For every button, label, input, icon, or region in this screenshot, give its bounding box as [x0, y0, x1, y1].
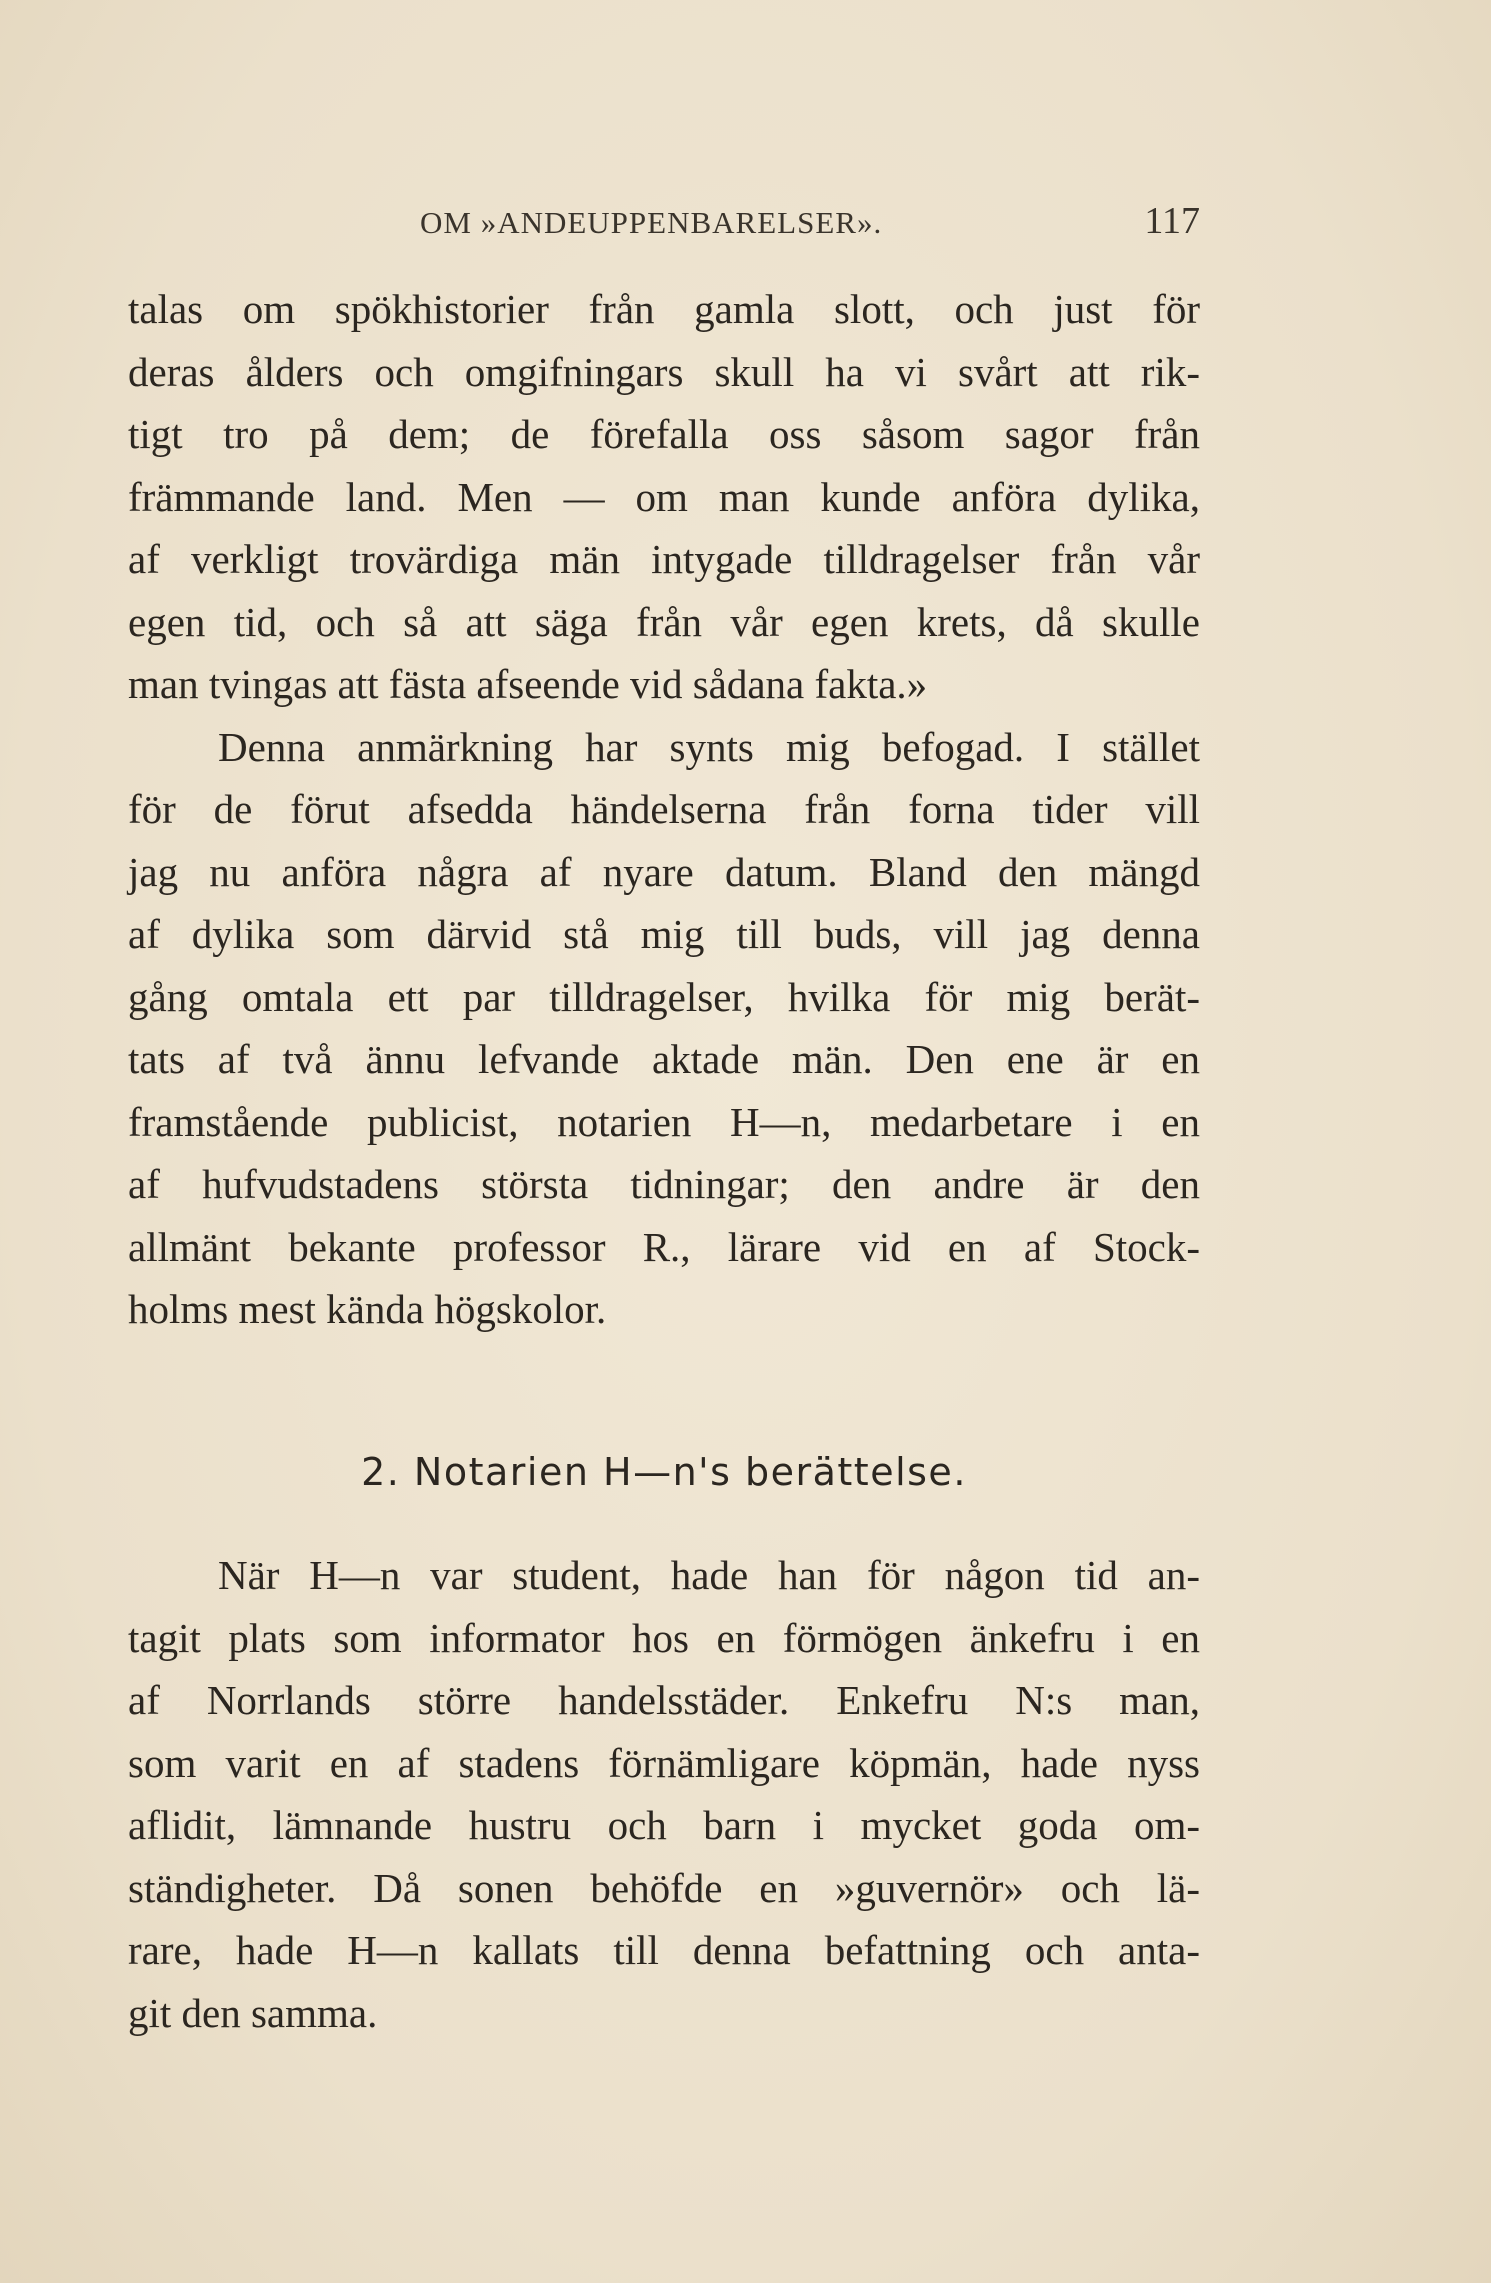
text-line: allmänt bekante professor R., lärare vid en af Stock-: [128, 1223, 1200, 1270]
text-line: tigt tro på dem; de förefalla oss såsom sagor från: [128, 411, 1200, 457]
text-line: Denna anmärkning har synts mig befogad. I stället: [218, 723, 1200, 770]
page-number: 117: [1144, 200, 1200, 242]
section-heading: 2. Notarien H—n's berättelse.: [361, 1450, 967, 1494]
text-line: ständigheter. Då sonen behöfde en »guvernör» och lä-: [128, 1864, 1200, 1911]
text-line: rare, hade H—n kallats till denna befattning och anta-: [128, 1927, 1200, 1973]
text-line: holms mest kända högskolor.: [128, 1286, 607, 1332]
text-line: för de förut afsedda händelserna från forna tider vill: [128, 786, 1200, 832]
text-line: af hufvudstadens största tidningar; den andre är den: [128, 1161, 1200, 1207]
text-line: af dylika som därvid stå mig till buds, vill jag denna: [128, 911, 1200, 957]
text-line: jag nu anföra några af nyare datum. Bland den mängd: [128, 848, 1200, 895]
text-line: tats af två ännu lefvande aktade män. Den ene är en: [128, 1036, 1200, 1082]
text-line: framstående publicist, notarien H—n, medarbetare i en: [128, 1098, 1200, 1145]
text-line: tagit plats som informator hos en förmögen änkefru i en: [128, 1614, 1200, 1661]
text-line: man tvingas att fästa afseende vid sådana fakta.»: [128, 661, 928, 707]
text-line: När H—n var student, hade han för någon tid an-: [218, 1552, 1200, 1598]
text-line: af verkligt trovärdiga män intygade tilldragelser från vår: [128, 536, 1200, 582]
text-line: egen tid, och så att säga från vår egen krets, då skulle: [128, 598, 1200, 645]
running-title: OM »ANDEUPPENBARELSER».: [420, 205, 883, 240]
text-line: deras ålders och omgifningars skull ha vi svårt att rik-: [128, 348, 1200, 395]
text-line: som varit en af stadens förnämligare köpmän, hade nyss: [128, 1739, 1200, 1786]
running-head: [130, 200, 1200, 245]
text-line: talas om spökhistorier från gamla slott, och just för: [128, 286, 1200, 332]
text-line: af Norrlands större handelsstäder. Enkefru N:s man,: [128, 1677, 1200, 1723]
text-line: aflidit, lämnande hustru och barn i mycket goda om-: [128, 1802, 1200, 1848]
text-line: git den samma.: [128, 1989, 378, 2036]
body-text: [128, 1544, 1200, 2044]
text-line: främmande land. Men — om man kunde anföra dylika,: [128, 473, 1200, 520]
text-line: gång omtala ett par tilldragelser, hvilka för mig berät-: [128, 973, 1200, 1020]
body-text: [128, 278, 1200, 1341]
